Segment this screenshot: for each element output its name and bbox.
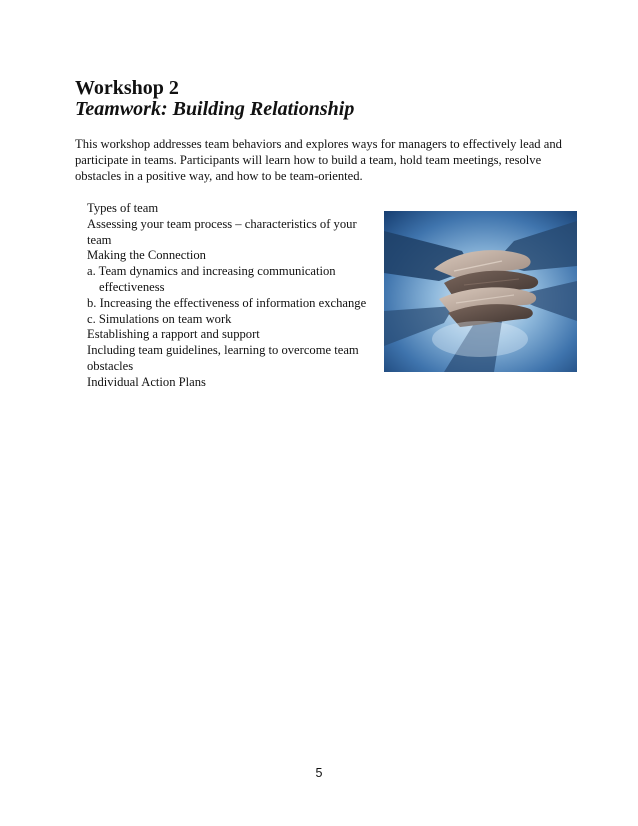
intro-paragraph — [75, 136, 575, 184]
subtopic-simulations: c. Simulations on team work — [87, 311, 232, 326]
workshop-subtitle: Teamwork: Building Relationship — [75, 98, 355, 120]
subtopic-team-dynamics: a. Team dynamics and increasing communication — [87, 264, 336, 279]
topic-action-plans: Individual Action Plans — [87, 374, 206, 389]
topic-assessing-team-process: Assessing your team process – characteristics of your — [87, 216, 357, 231]
topic-team-guidelines-continued: obstacles — [87, 358, 134, 373]
workshop-title: Workshop 2 — [75, 77, 179, 99]
topic-making-the-connection: Making the Connection — [87, 248, 206, 263]
intro-line: This workshop addresses team behaviors and explores ways for managers to effectively lead and — [75, 137, 562, 151]
topic-team-guidelines: Including team guidelines, learning to overcome team — [87, 343, 359, 358]
intro-line: participate in teams. Participants will learn how to build a team, hold team meetings, resolve — [75, 153, 542, 167]
stacked-hands-illustration — [384, 211, 577, 372]
topic-assessing-team-process-continued: team — [87, 232, 112, 247]
topics-list — [87, 201, 377, 391]
intro-line: obstacles in a positive way, and how to be team-oriented. — [75, 169, 363, 183]
page-number: 5 — [315, 766, 323, 780]
subtopic-information-exchange: b. Increasing the effectiveness of information exchange — [87, 295, 367, 310]
topic-types-of-team: Types of team — [87, 201, 159, 215]
subtopic-team-dynamics-continued: effectiveness — [99, 279, 165, 294]
topic-rapport-and-support: Establishing a rapport and support — [87, 327, 260, 342]
teamwork-hands-photo — [384, 211, 577, 372]
